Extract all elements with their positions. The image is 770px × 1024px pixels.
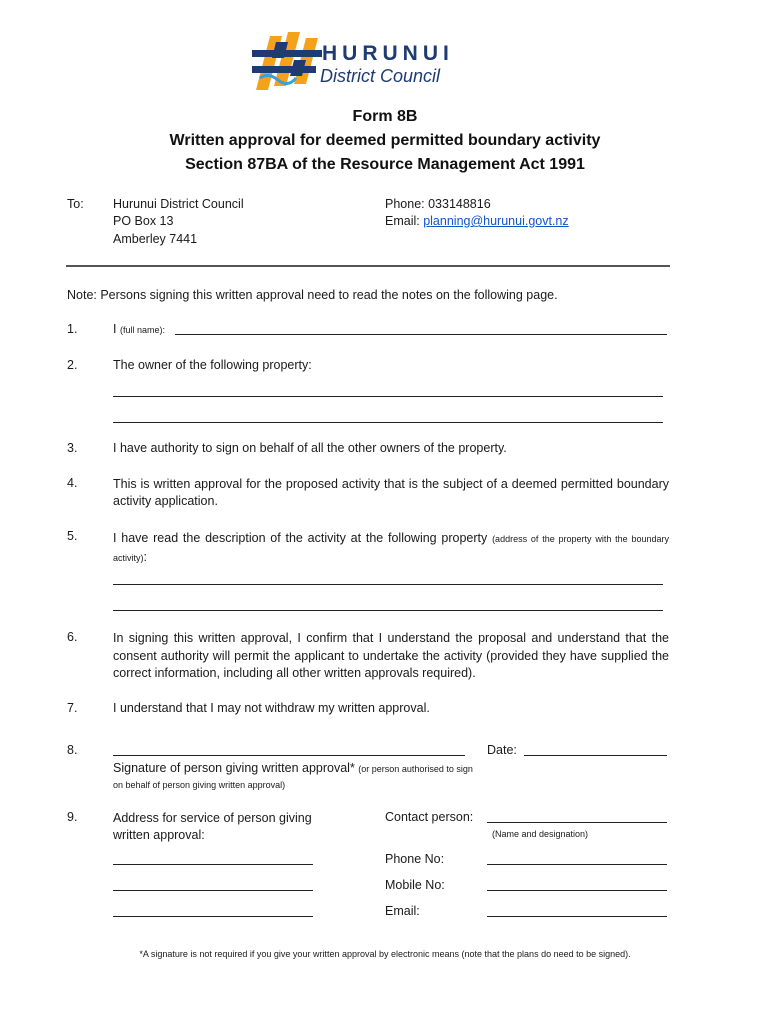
phone-label: Phone No: (385, 852, 445, 866)
service-address-line-3[interactable] (113, 916, 313, 917)
item-5-hint: (address of the property with the boundary activity) (113, 534, 669, 563)
item-3-text: I have authority to sign on behalf of all the other owners of the property. (113, 441, 507, 455)
item-6-text: In signing this written approval, I confirm that I understand the proposal and understand that the consent authority will permit the applicant to undertake the activity (provided they have supplied the correct information, including all other written approvals required). (113, 631, 669, 680)
mobile-label: Mobile No: (385, 878, 445, 892)
item-8-number: 8. (67, 743, 78, 757)
council-email-link[interactable]: planning@hurunui.govt.nz (423, 214, 569, 228)
note-text: Note: Persons signing this written approval need to read the notes on the following page. (67, 288, 558, 302)
item-9-number: 9. (67, 810, 78, 824)
email-label: Email: (385, 214, 424, 228)
council-email-row (385, 214, 569, 228)
council-name: Hurunui District Council (113, 197, 244, 211)
property-field-line-1[interactable] (113, 396, 663, 397)
property-field-line-2[interactable] (113, 422, 663, 423)
item-2-number: 2. (67, 358, 78, 372)
to-label: To: (67, 197, 84, 211)
item-5-main: I have read the description of the activity at the following property (113, 531, 488, 545)
contact-person-field[interactable] (487, 822, 667, 823)
contact-person-label: Contact person: (385, 810, 474, 824)
item-5-number: 5. (67, 529, 78, 543)
header-divider (66, 265, 670, 267)
council-po-box: PO Box 13 (113, 214, 174, 228)
activity-property-line-1[interactable] (113, 584, 663, 585)
item-2-text: The owner of the following property: (113, 358, 312, 372)
footnote: *A signature is not required if you give your written approval by electronic means (note that the plans do need to be signed). (139, 949, 631, 959)
hurunui-logo-mark (248, 28, 328, 98)
full-name-field[interactable] (175, 334, 667, 335)
email-label: Email: (385, 904, 420, 918)
form-section: Section 87BA of the Resource Management Act 1991 (185, 156, 585, 173)
service-address-line-2[interactable] (113, 890, 313, 891)
item-4-text: This is written approval for the proposed activity that is the subject of a deemed permitted boundary activity application. (113, 477, 669, 508)
item-5-colon: : (143, 550, 147, 564)
signature-field[interactable] (113, 755, 465, 756)
item-4-number: 4. (67, 476, 78, 490)
contact-person-hint: (Name and designation) (492, 829, 589, 839)
logo-subtitle: District Council (320, 66, 441, 86)
date-label: Date: (487, 743, 517, 757)
item-1-hint: (full name): (119, 325, 165, 335)
signature-label: Signature of person giving written approval* (113, 761, 355, 775)
signature-hint: (or person authorised to sign on behalf of person giving written approval) (113, 764, 473, 790)
council-phone: Phone: 033148816 (385, 197, 491, 211)
logo-title: HURUNUI (322, 42, 454, 65)
service-address-label: Address for service of person giving written approval: (113, 811, 312, 842)
form-number: Form 8B (352, 108, 418, 125)
date-field[interactable] (524, 755, 667, 756)
item-1-label (113, 322, 165, 336)
form-heading: Written approval for deemed permitted boundary activity (169, 132, 601, 149)
mobile-field[interactable] (487, 890, 667, 891)
item-6-number: 6. (67, 630, 78, 644)
council-town: Amberley 7441 (113, 232, 198, 246)
item-1-i: I (113, 322, 117, 336)
item-3-number: 3. (67, 441, 78, 455)
item-7-number: 7. (67, 701, 78, 715)
email-field[interactable] (487, 916, 667, 917)
phone-field[interactable] (487, 864, 667, 865)
service-address-line-1[interactable] (113, 864, 313, 865)
item-1-number: 1. (67, 322, 78, 336)
item-5-text (113, 529, 669, 567)
item-7-text: I understand that I may not withdraw my written approval. (113, 701, 430, 715)
activity-property-line-2[interactable] (113, 610, 663, 611)
signature-caption (113, 761, 473, 793)
